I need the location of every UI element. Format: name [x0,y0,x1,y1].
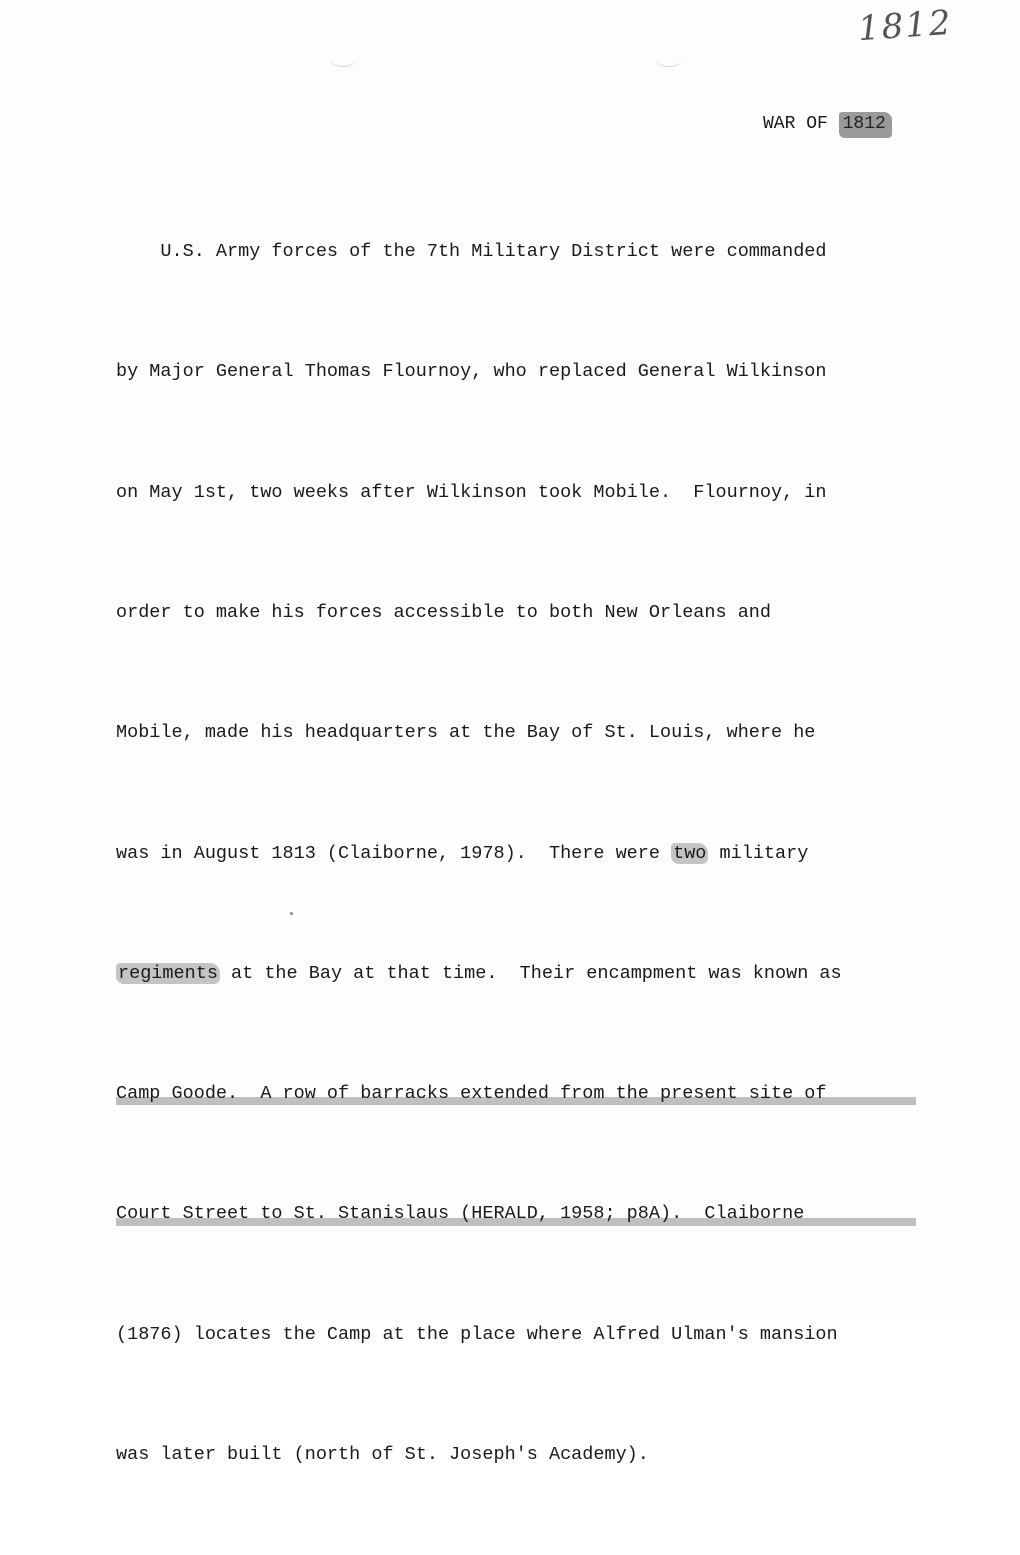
stray-ink-mark [290,912,293,915]
paragraph-line: order to make his forces accessible to both New Orleans and [116,602,772,624]
paragraph-line-marked: Camp Goode. A row of barracks extended from the present site of [116,1074,916,1114]
paragraph-line: was later built (north of St. Joseph's Academy). [116,1444,649,1465]
heading-prefix: WAR OF [763,114,839,134]
paragraph-line [116,954,916,994]
heading-highlighted-year: 1812 [839,112,892,138]
line-segment: military [708,842,809,864]
paragraph-line: by Major General Thomas Flournoy, who replaced General Wilkinson [116,361,827,383]
paragraph-line: on May 1st, two weeks after Wilkinson took Mobile. Flournoy, in [116,481,827,503]
paragraph-line-marked: Court Street to St. Stanislaus (HERALD, 1958; p8A). Claiborne [116,1194,916,1234]
paragraph-line: (1876) locates the Camp at the place where Alfred Ulman's mansion [116,1323,838,1345]
punch-hole-mark-left [330,52,356,67]
highlighted-word: regiments [118,962,218,984]
highlighted-word: two [673,842,707,864]
paragraph-line: Mobile, made his headquarters at the Bay of St. Louis, where he [116,722,816,744]
body-paragraph [116,152,916,1555]
handwritten-page-note: 1812 [856,2,954,50]
paragraph-line: U.S. Army forces of the 7th Military District were commanded [116,241,827,263]
punch-hole-mark-right [656,52,682,67]
line-segment: at the Bay at that time. Their encampment was known as [219,962,842,984]
document-heading [763,114,892,134]
paragraph-line [116,834,916,874]
line-segment: was in August 1813 (Claiborne, 1978). There were [116,842,672,864]
